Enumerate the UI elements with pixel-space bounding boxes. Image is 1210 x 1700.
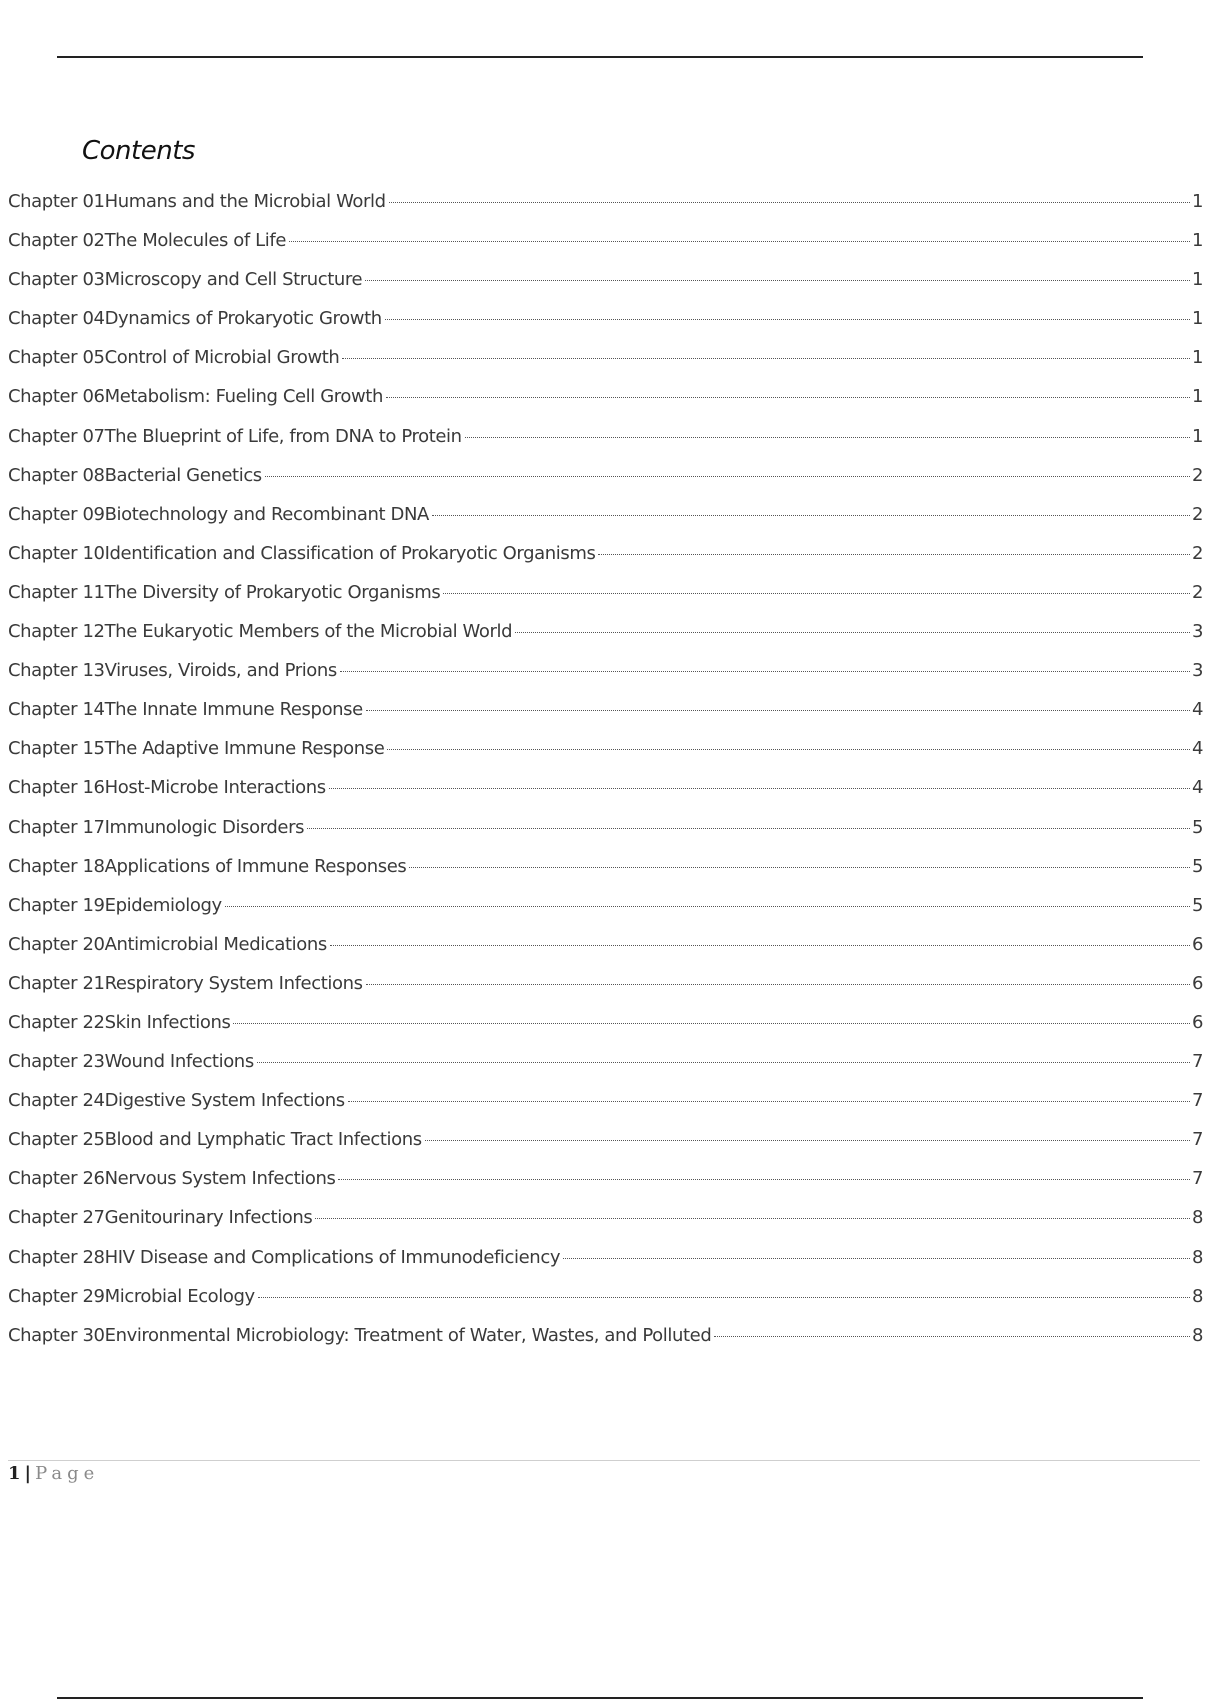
toc-entry-page-number: 6 [1192, 1011, 1204, 1033]
dot-leader [340, 671, 1190, 672]
toc-entry[interactable] [8, 269, 1204, 308]
toc-entry[interactable] [8, 660, 1204, 699]
top-rule [57, 56, 1143, 58]
dot-leader [443, 593, 1190, 594]
toc-entry-page-number: 1 [1192, 425, 1204, 447]
toc-entry-label: Chapter 11The Diversity of Prokaryotic Organisms [8, 581, 441, 603]
toc-entry[interactable] [8, 581, 1204, 621]
toc-entry-label: Chapter 30Environmental Microbiology: Treatment of Water, Wastes, and Polluted [8, 1324, 712, 1346]
toc-entry-page-number: 2 [1192, 542, 1204, 564]
footer-rule [8, 1460, 1200, 1461]
footer-page-word: Page [35, 1463, 100, 1484]
dot-leader [366, 984, 1190, 985]
toc-entry-page-number: 2 [1192, 503, 1204, 525]
footer-page-number: 1 [8, 1463, 21, 1484]
dot-leader [225, 906, 1190, 907]
dot-leader [257, 1062, 1190, 1063]
toc-entry-page-number: 8 [1192, 1207, 1204, 1229]
toc-entry-label: Chapter 26Nervous System Infections [8, 1168, 336, 1190]
dot-leader [258, 1297, 1190, 1298]
dot-leader [714, 1336, 1190, 1337]
toc-list [8, 191, 1204, 1364]
bottom-rule [57, 1697, 1143, 1699]
toc-entry[interactable] [8, 1129, 1204, 1168]
toc-entry-label: Chapter 20Antimicrobial Medications [8, 933, 327, 955]
dot-leader [386, 397, 1190, 398]
toc-entry-label: Chapter 28HIV Disease and Complications of Immunodeficiency [8, 1246, 561, 1268]
dot-leader [385, 319, 1190, 320]
toc-entry[interactable] [8, 425, 1204, 465]
toc-entry-page-number: 5 [1192, 894, 1204, 916]
toc-entry-label: Chapter 10Identification and Classification of Prokaryotic Organisms [8, 542, 596, 564]
toc-entry-page-number: 6 [1192, 972, 1204, 994]
toc-entry-page-number: 1 [1192, 386, 1204, 408]
dot-leader [338, 1179, 1190, 1180]
dot-leader [365, 280, 1190, 281]
toc-entry-label: Chapter 13Viruses, Viroids, and Prions [8, 660, 337, 682]
toc-entry[interactable] [8, 1246, 1204, 1286]
dot-leader [563, 1258, 1190, 1259]
toc-entry-label: Chapter 22Skin Infections [8, 1011, 231, 1033]
toc-entry[interactable] [8, 308, 1204, 347]
toc-entry-page-number: 4 [1192, 699, 1204, 721]
toc-entry-label: Chapter 15The Adaptive Immune Response [8, 738, 385, 760]
dot-leader [409, 867, 1190, 868]
toc-entry-page-number: 5 [1192, 855, 1204, 877]
toc-entry-page-number: 2 [1192, 464, 1204, 486]
footer-separator: | [24, 1463, 32, 1484]
toc-entry[interactable] [8, 1168, 1204, 1207]
toc-entry-page-number: 3 [1192, 660, 1204, 682]
dot-leader [432, 515, 1190, 516]
toc-entry-label: Chapter 21Respiratory System Infections [8, 972, 363, 994]
toc-entry[interactable] [8, 855, 1204, 895]
toc-entry[interactable] [8, 347, 1204, 386]
page-footer [8, 1463, 99, 1484]
toc-entry-label: Chapter 16Host-Microbe Interactions [8, 777, 326, 799]
toc-entry-page-number: 4 [1192, 777, 1204, 799]
dot-leader [348, 1101, 1190, 1102]
dot-leader [515, 632, 1190, 633]
toc-entry-page-number: 7 [1192, 1090, 1204, 1112]
toc-entry-page-number: 8 [1192, 1246, 1204, 1268]
dot-leader [465, 437, 1190, 438]
dot-leader [342, 358, 1190, 359]
toc-entry[interactable] [8, 542, 1204, 582]
toc-entry-page-number: 8 [1192, 1324, 1204, 1346]
toc-entry-label: Chapter 19Epidemiology [8, 894, 222, 916]
toc-entry[interactable] [8, 1011, 1204, 1051]
dot-leader [329, 788, 1190, 789]
toc-entry-label: Chapter 29Microbial Ecology [8, 1285, 255, 1307]
toc-entry[interactable] [8, 191, 1204, 230]
toc-entry[interactable] [8, 503, 1204, 543]
toc-entry-label: Chapter 02The Molecules of Life [8, 230, 286, 252]
toc-entry[interactable] [8, 1285, 1204, 1325]
toc-entry[interactable] [8, 464, 1204, 504]
toc-entry-page-number: 3 [1192, 621, 1204, 643]
toc-entry-page-number: 5 [1192, 816, 1204, 838]
dot-leader [233, 1023, 1190, 1024]
toc-entry-page-number: 1 [1192, 347, 1204, 369]
toc-entry[interactable] [8, 972, 1204, 1012]
toc-entry[interactable] [8, 699, 1204, 738]
dot-leader [330, 945, 1190, 946]
toc-entry-label: Chapter 25Blood and Lymphatic Tract Infections [8, 1129, 422, 1151]
toc-entry-page-number: 8 [1192, 1285, 1204, 1307]
toc-entry[interactable] [8, 1324, 1204, 1364]
dot-leader [315, 1218, 1190, 1219]
toc-entry[interactable] [8, 816, 1204, 856]
toc-entry[interactable] [8, 738, 1204, 777]
toc-entry-page-number: 4 [1192, 738, 1204, 760]
toc-title: Contents [82, 136, 195, 166]
toc-entry[interactable] [8, 230, 1204, 269]
toc-entry-label: Chapter 14The Innate Immune Response [8, 699, 363, 721]
toc-entry-label: Chapter 09Biotechnology and Recombinant DNA [8, 503, 429, 525]
toc-entry[interactable] [8, 777, 1204, 816]
dot-leader [289, 241, 1190, 242]
toc-entry-page-number: 1 [1192, 269, 1204, 291]
dot-leader [265, 476, 1190, 477]
toc-entry[interactable] [8, 621, 1204, 660]
toc-entry-label: Chapter 01Humans and the Microbial World [8, 191, 386, 212]
toc-entry-label: Chapter 24Digestive System Infections [8, 1090, 345, 1112]
dot-leader [387, 749, 1190, 750]
toc-entry-label: Chapter 12The Eukaryotic Members of the Microbial World [8, 621, 513, 643]
toc-entry-label: Chapter 27Genitourinary Infections [8, 1207, 313, 1229]
toc-entry[interactable] [8, 1090, 1204, 1129]
toc-entry-label: Chapter 05Control of Microbial Growth [8, 347, 340, 369]
toc-entry-label: Chapter 23Wound Infections [8, 1051, 254, 1073]
toc-entry[interactable] [8, 894, 1204, 934]
toc-entry-label: Chapter 17Immunologic Disorders [8, 816, 305, 838]
dot-leader [366, 710, 1190, 711]
toc-entry-page-number: 7 [1192, 1168, 1204, 1190]
toc-entry-page-number: 7 [1192, 1051, 1204, 1073]
toc-entry-label: Chapter 06Metabolism: Fueling Cell Growth [8, 386, 383, 408]
toc-entry-label: Chapter 04Dynamics of Prokaryotic Growth [8, 308, 382, 330]
dot-leader [425, 1140, 1190, 1141]
dot-leader [598, 554, 1190, 555]
toc-entry-page-number: 1 [1192, 308, 1204, 330]
toc-entry-page-number: 1 [1192, 230, 1204, 252]
toc-entry[interactable] [8, 933, 1204, 973]
toc-entry-page-number: 6 [1192, 933, 1204, 955]
toc-entry-page-number: 2 [1192, 581, 1204, 603]
dot-leader [389, 202, 1190, 203]
toc-entry-page-number: 1 [1192, 191, 1204, 212]
toc-entry[interactable] [8, 1207, 1204, 1246]
toc-entry[interactable] [8, 1051, 1204, 1090]
toc-entry-page-number: 7 [1192, 1129, 1204, 1151]
toc-entry-label: Chapter 18Applications of Immune Responses [8, 855, 407, 877]
toc-entry-label: Chapter 03Microscopy and Cell Structure [8, 269, 363, 291]
dot-leader [307, 828, 1190, 829]
toc-entry[interactable] [8, 386, 1204, 425]
toc-entry-label: Chapter 08Bacterial Genetics [8, 464, 262, 486]
toc-entry-label: Chapter 07The Blueprint of Life, from DNA to Protein [8, 425, 462, 447]
